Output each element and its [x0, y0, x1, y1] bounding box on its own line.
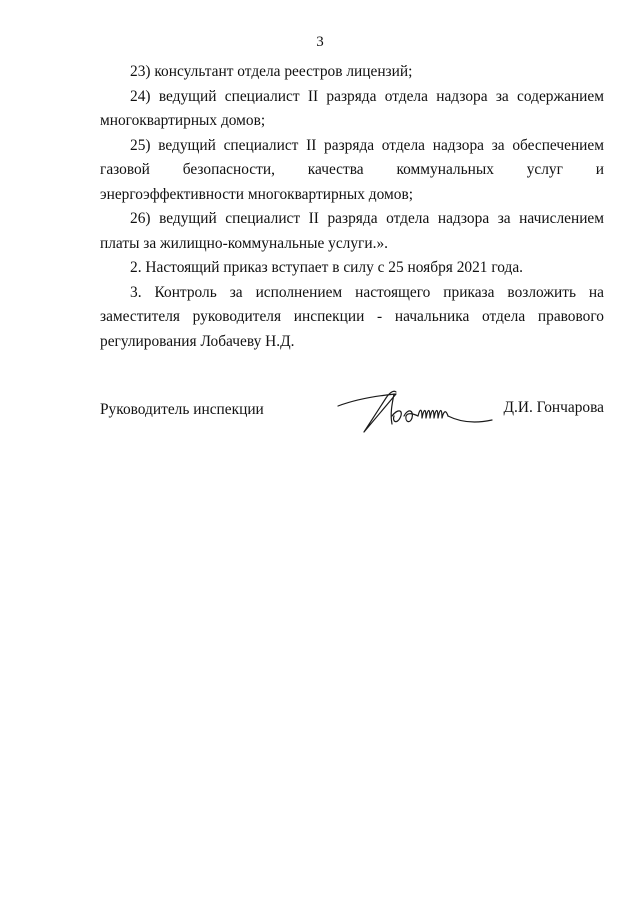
signatory-name: Д.И. Гончарова [503, 399, 604, 416]
list-item-26: 26) ведущий специалист II разряда отдела надзора за начислением платы за жилищно-коммунальные услуги.». [100, 210, 604, 252]
page-number: 3 [316, 34, 324, 50]
list-item-25: 25) ведущий специалист II разряда отдела надзора за обеспечением газовой безопасности, качества коммунальных услуг и энергоэффективности многоквартирных домов; [100, 136, 604, 203]
handwritten-signature [334, 386, 496, 438]
clause-3-control: 3. Контроль за исполнением настоящего приказа возложить на заместителя руководителя инспекции - начальника отдела правового регулирования Лобачеву Н.Д. [100, 283, 604, 350]
list-item-24: 24) ведущий специалист II разряда отдела надзора за содержанием многоквартирных домов; [100, 87, 604, 129]
list-item-23: 23) консультант отдела реестров лицензий; [130, 63, 413, 80]
document-body [100, 60, 604, 354]
signature-block [100, 392, 604, 442]
clause-2-effective-date: 2. Настоящий приказ вступает в силу с 25 ноября 2021 года. [130, 259, 524, 276]
signatory-title: Руководитель инспекции [100, 401, 264, 418]
